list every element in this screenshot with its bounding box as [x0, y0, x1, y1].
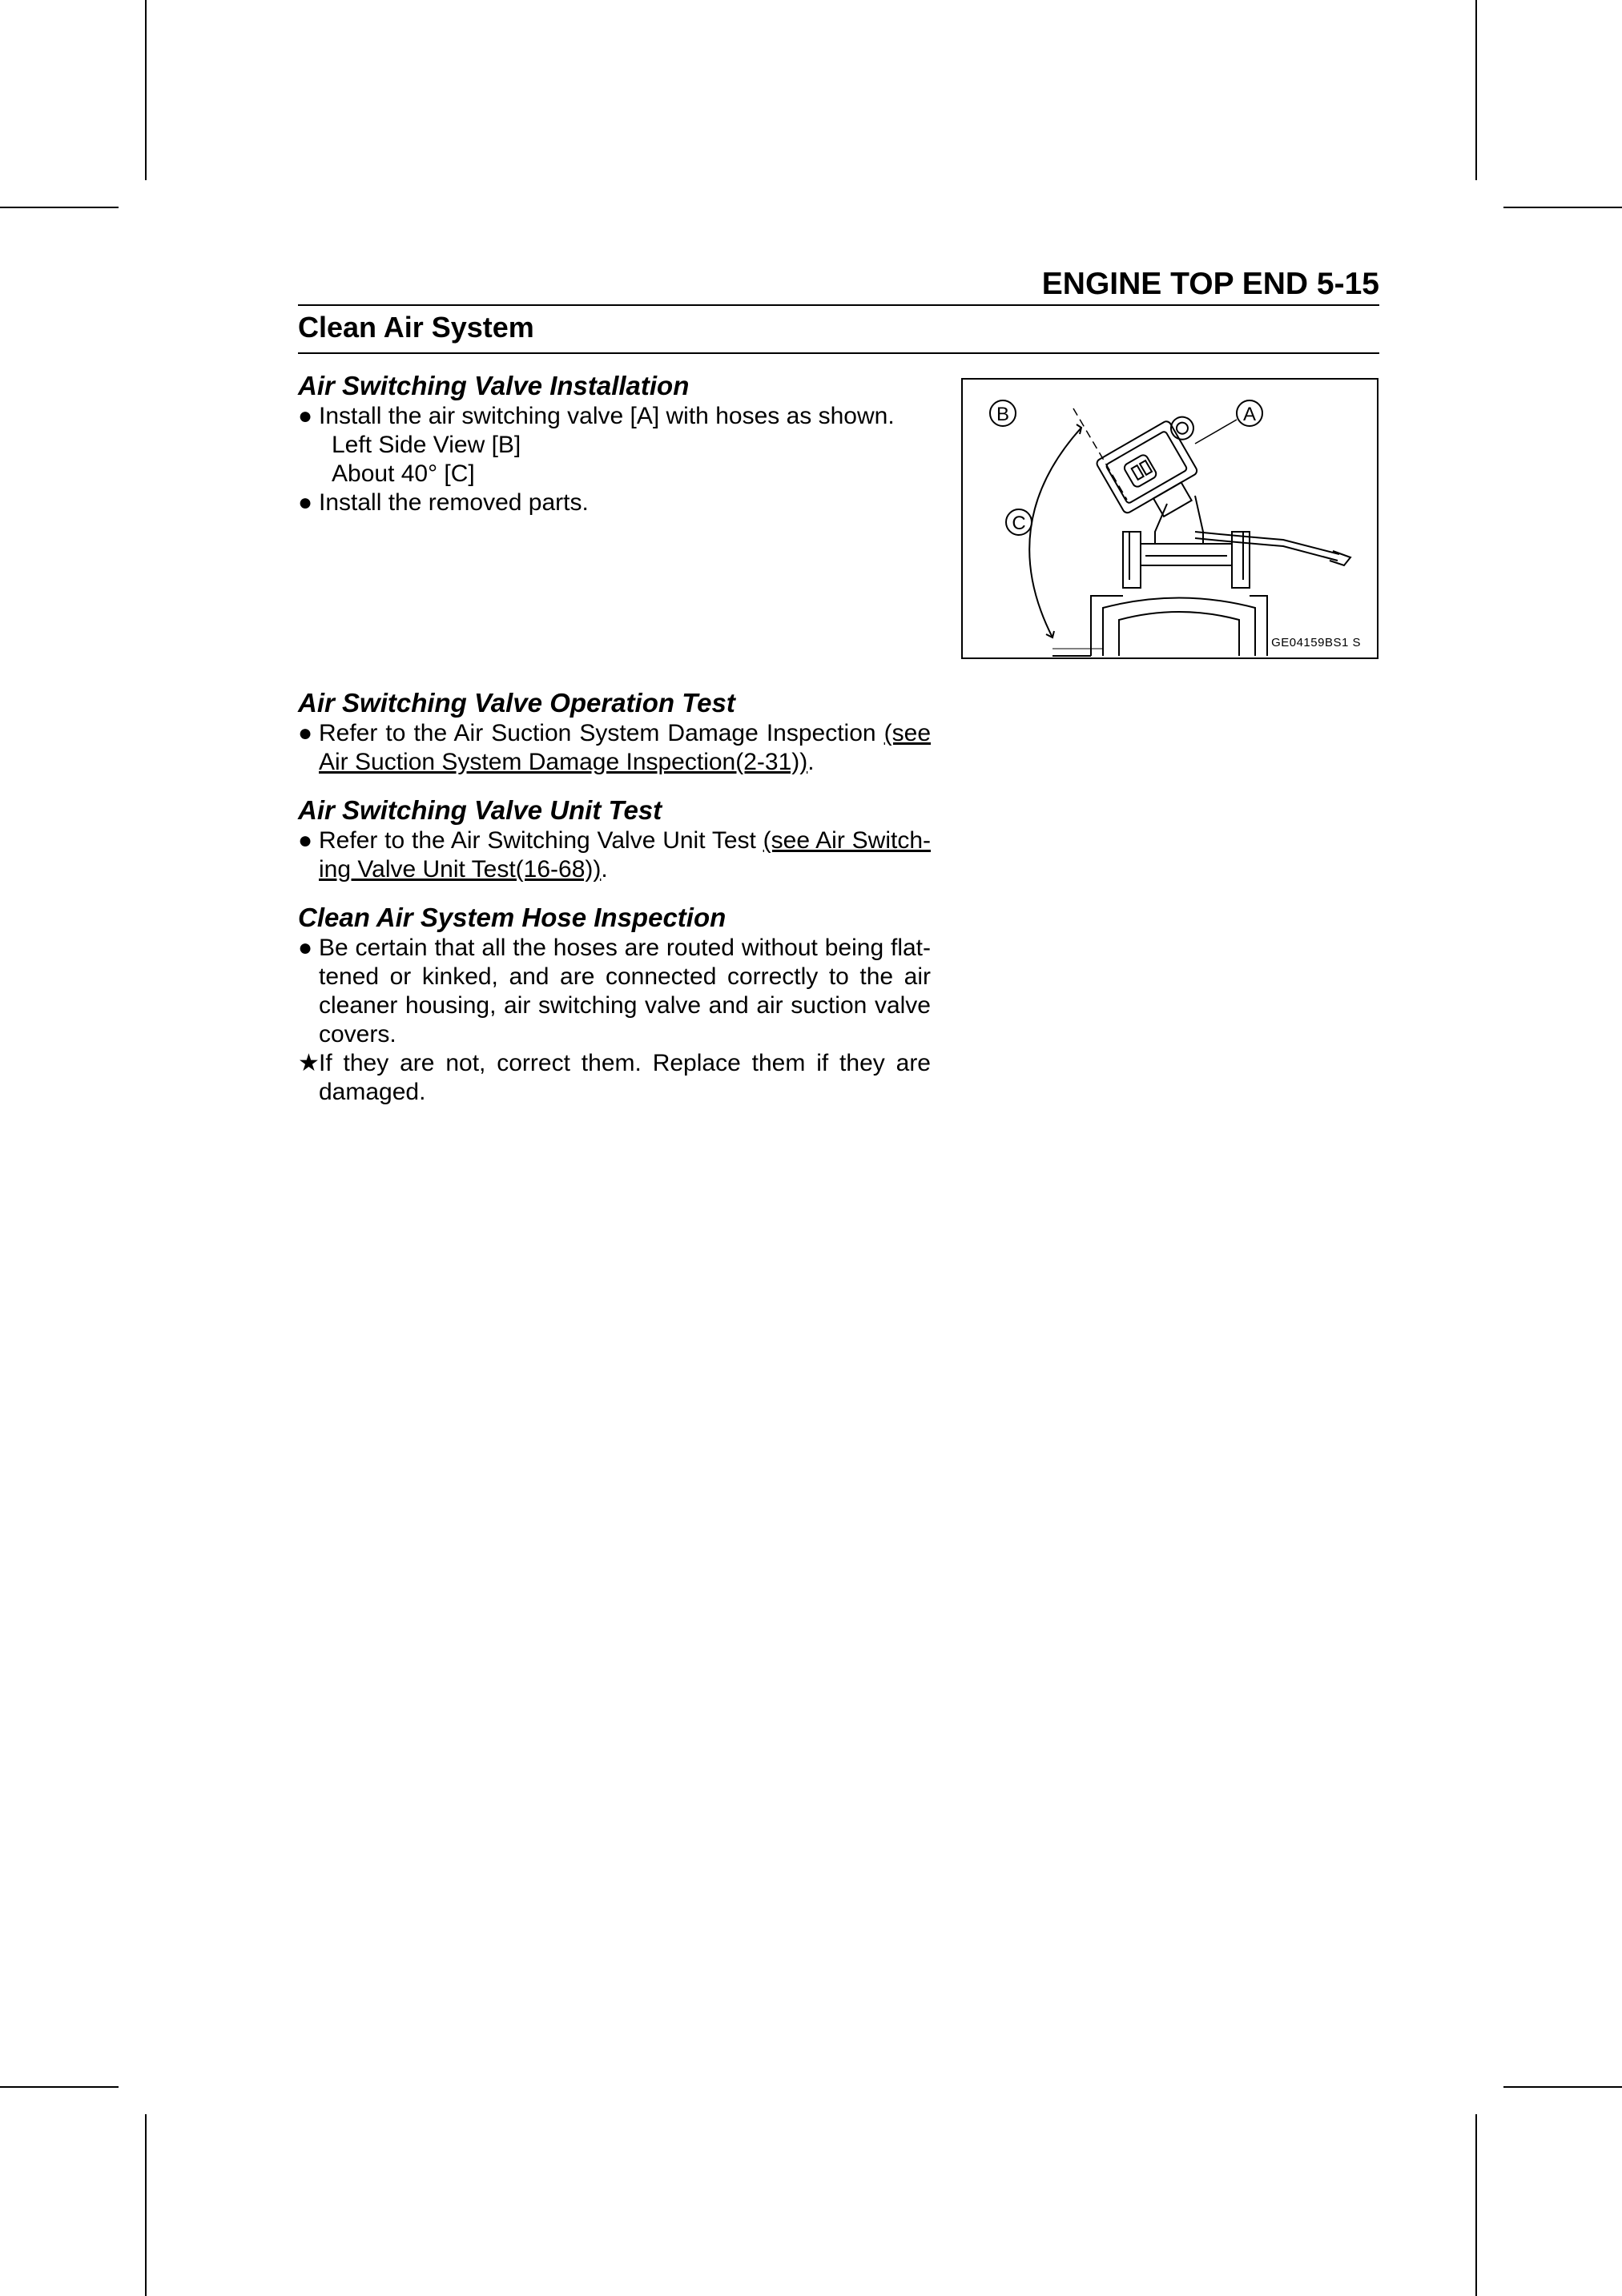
section-hose-inspection [298, 902, 931, 1107]
subsection-title: Air Switching Valve Installation [298, 371, 690, 400]
page-header [298, 264, 1379, 354]
bullet-item [298, 719, 931, 777]
cross-reference-link[interactable]: (see Air Suction System Damage Inspection(2-31)) [319, 720, 931, 775]
cross-reference-link[interactable]: (see Air Switch-ing Valve Unit Test(16-68)) [319, 827, 932, 883]
subsection-title: Air Switching Valve Operation Test [298, 688, 735, 718]
crop-mark [145, 2114, 147, 2296]
crop-mark [1503, 2086, 1622, 2088]
section-installation [298, 370, 931, 687]
item-text: Be certain that all the hoses are routed without being flat-tened or kinked, and are connected correctly to the air cleaner housing, air switching valve and air suction valve covers. [319, 935, 931, 1047]
item-text: Install the air switching valve [A] with hoses as shown. [319, 403, 895, 429]
bullet-item [298, 826, 931, 884]
center-line [1073, 408, 1127, 500]
section-unit-test [298, 794, 931, 884]
subsection-title: Clean Air System Hose Inspection [298, 903, 726, 932]
callout-b [990, 400, 1016, 426]
bullet-icon: ● [298, 720, 313, 746]
item-tail: . [807, 749, 815, 775]
crop-mark [1503, 207, 1622, 208]
bullet-item [298, 934, 931, 1049]
callout-label: C [1012, 513, 1026, 534]
crop-mark [0, 207, 119, 208]
bullet-icon: ● [298, 403, 313, 429]
bullet-icon: ● [298, 935, 313, 961]
star-item [298, 1049, 931, 1107]
bullet-item [298, 489, 931, 517]
crop-mark [1475, 2114, 1477, 2296]
item-text: Refer to the Air Switching Valve Unit Test [319, 827, 763, 854]
callout-c [1006, 509, 1032, 535]
valve-body [1095, 410, 1226, 533]
bullet-item [298, 402, 931, 431]
running-title: ENGINE TOP END 5-15 [1041, 267, 1379, 301]
bullet-icon: ● [298, 489, 313, 516]
callout-label: A [1242, 404, 1257, 425]
angle-arc [1029, 428, 1081, 637]
valve-illustration [963, 380, 1377, 657]
figure-code: GE04159BS1 S [1271, 636, 1361, 649]
valve-figure [961, 378, 1378, 659]
section-rule [298, 352, 1379, 354]
crop-mark [145, 0, 147, 180]
crop-mark [1475, 0, 1477, 180]
sub-item: Left Side View [B] [332, 432, 521, 458]
callout-a [1195, 400, 1262, 444]
bullet-icon: ● [298, 827, 313, 854]
item-text: Install the removed parts. [319, 489, 589, 516]
section-operation-test [298, 687, 931, 777]
star-icon: ★ [298, 1050, 320, 1076]
item-text: Refer to the Air Suction System Damage Inspection [319, 720, 884, 746]
item-text: If they are not, correct them. Replace them if they are damaged. [319, 1050, 931, 1105]
subsection-title: Air Switching Valve Unit Test [298, 795, 662, 825]
callout-label: B [996, 404, 1010, 425]
section-title: Clean Air System [298, 311, 534, 344]
crop-mark [0, 2086, 119, 2088]
item-tail: . [601, 856, 608, 883]
sub-item: About 40° [C] [332, 460, 475, 487]
main-content [298, 370, 931, 1124]
